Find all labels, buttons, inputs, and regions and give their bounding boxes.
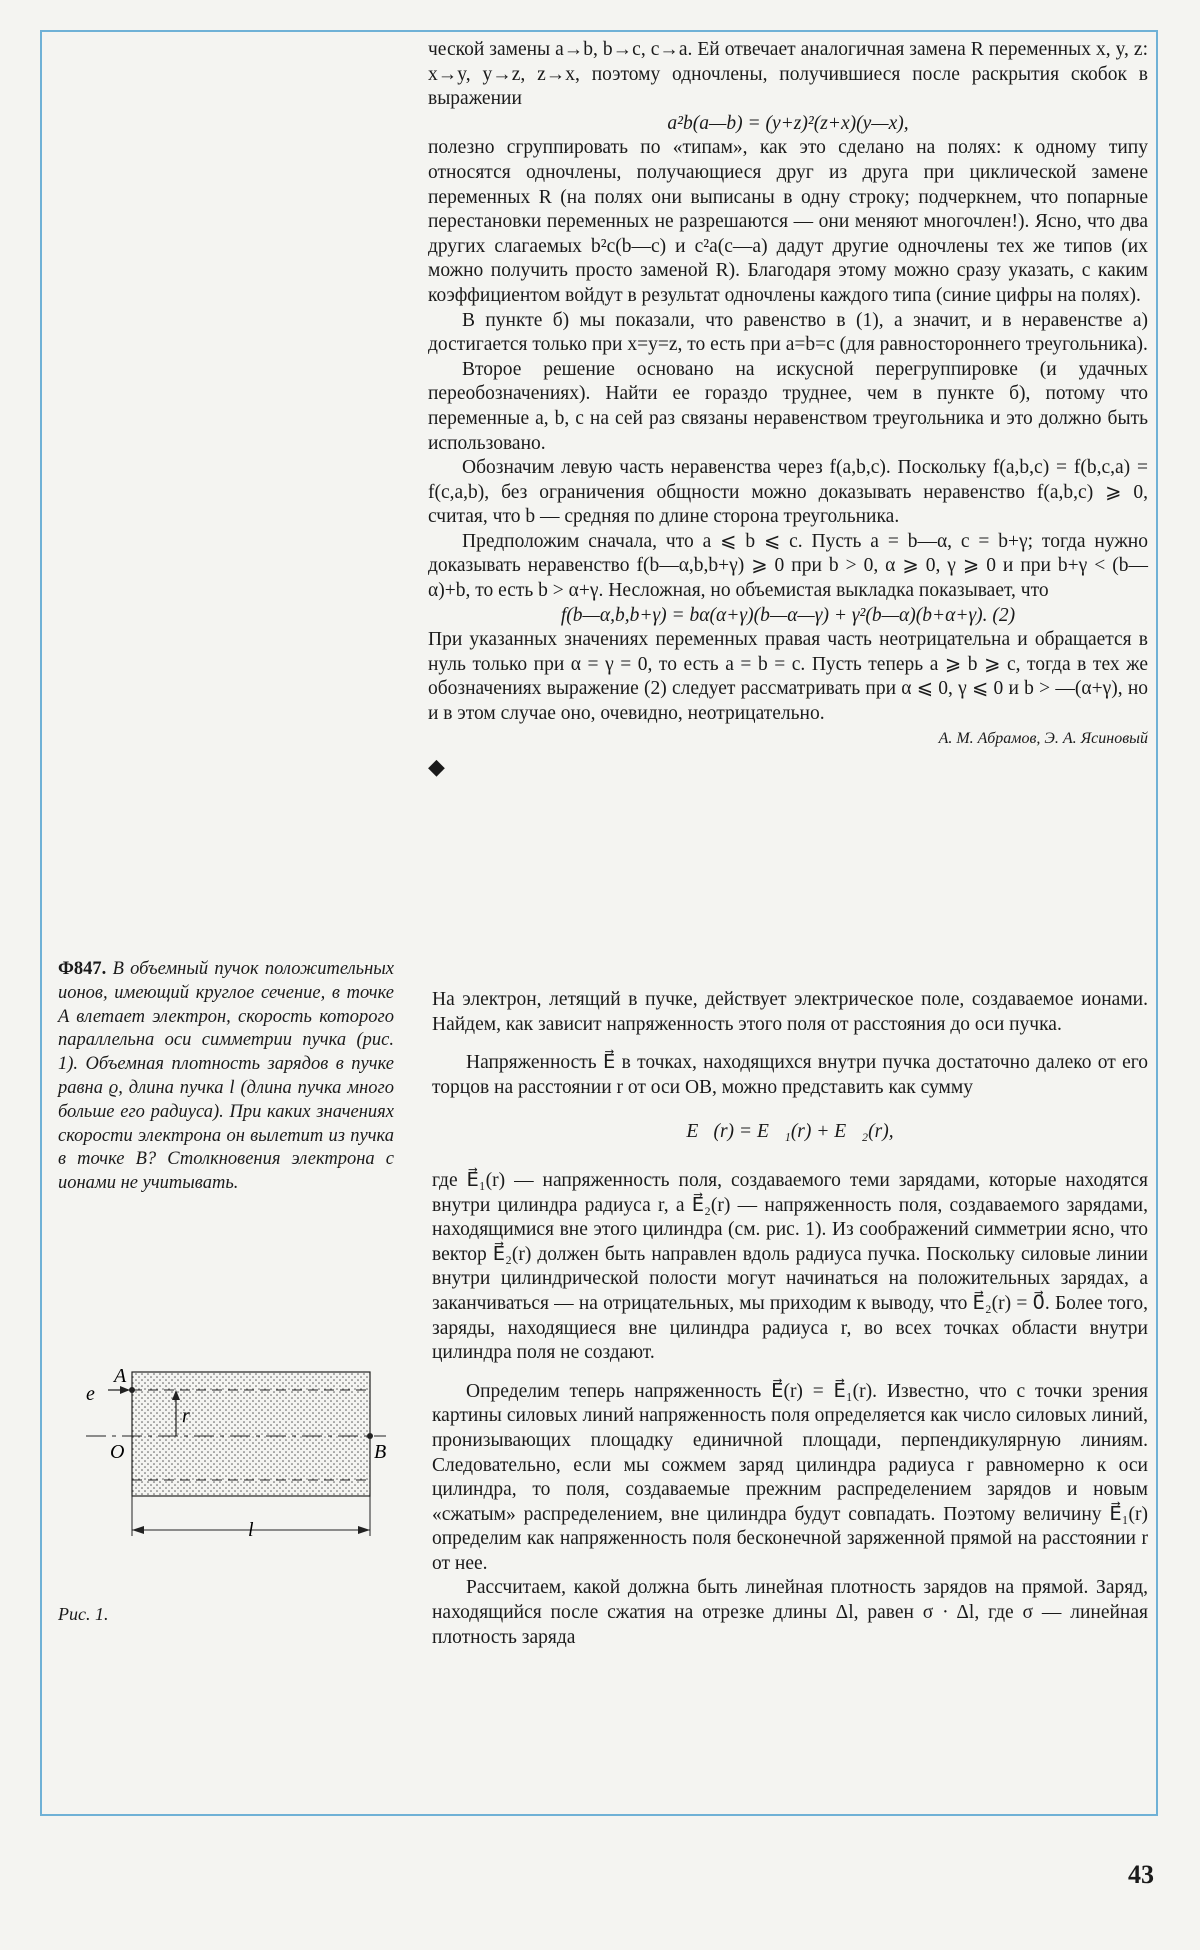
length-arrow-right — [358, 1526, 370, 1534]
label-l: l — [248, 1519, 254, 1541]
length-arrow-left — [132, 1526, 144, 1534]
problem-statement — [58, 958, 394, 1196]
point-B — [367, 1433, 373, 1439]
paragraph: Рассчитаем, какой должна быть линейная плотность зарядов на прямой. Заряд, находящийся после сжатия на отрезке длины Δl, равен σ · Δl, где σ — линейная плотность заряда — [432, 1577, 1148, 1648]
equation: E⃗(r) = E⃗₁(r) + E⃗₂(r), — [686, 1121, 894, 1143]
paragraph: Обозначим левую часть неравенства через f(a,b,c). Поскольку f(a,b,c) = f(b,c,a) = f(c,a,b), без ограничения общности можно доказывать неравенство f(a,b,c) ⩾ 0, считая, что b — средняя по длине сторона треугольника. — [428, 457, 1148, 528]
label-O: O — [110, 1441, 125, 1463]
problem-number: Ф847. — [58, 959, 107, 979]
label-B: B — [374, 1441, 387, 1463]
paragraph: При указанных значениях переменных правая часть неотрицательна и обращается в нуль только при α = γ = 0, то есть a = b = c. Пусть теперь a ⩾ b ⩾ c, тогда в тех же обозначениях выражение (2) следует рассматривать при α ⩽ 0, γ ⩽ 0 и b > —(α+γ), но и в этом случае оно, очевидно, неотрицательно. — [428, 629, 1148, 725]
article-continuation — [428, 38, 1148, 779]
page-number: 43 — [1128, 1860, 1154, 1889]
beam-body — [132, 1372, 370, 1496]
solution — [432, 988, 1148, 1650]
section-end-diamond-icon: ◆ — [428, 754, 445, 780]
electron-arrow-head — [120, 1386, 130, 1394]
paragraph: В пункте б) мы показали, что равенство в (1), а значит, и в неравенстве а) достигается только при x=y=z, то есть при a=b=c (для равностороннего треугольника). — [428, 309, 1148, 356]
paragraph: Напряженность E⃗ в точках, находящихся внутри пучка достаточно далеко от его торцов на расстоянии r от оси OB, можно представить как сумму — [432, 1052, 1148, 1098]
paragraph: где E⃗₁(r) — напряженность поля, создаваемого теми зарядами, которые находятся внутри цилиндра радиуса r, а E⃗₂(r) — напряженность поля, создаваемого зарядами, находящимися вне этого цилиндра (см. рис. 1). Из соображений симметрии ясно, что вектор E⃗₂(r) должен быть направлен вдоль радиуса пучка. Поскольку силовые линии внутри цилиндрической полости могут начинаться на положительных зарядах, а заканчиваться — на отрицательных, мы приходим к выводу, что E⃗₂(r) = 0⃗. Более того, заряды, находящиеся вне цилиндра радиуса r, во всех точках области внутри цилиндра поля не создают. — [432, 1169, 1148, 1364]
label-r: r — [182, 1405, 190, 1427]
paragraph: Предположим сначала, что a ⩽ b ⩽ c. Пусть a = b—α, c = b+γ; тогда нужно доказывать неравенство f(b—α,b,b+γ) ⩾ 0 при b > 0, α ⩾ 0, γ ⩾ 0 и при b+γ < (b—α)+b, то есть b > α+γ. Несложная, но объемистая выкладка показывает, что — [428, 530, 1148, 602]
beam-figure — [56, 1360, 416, 1560]
paragraph: Второе решение основано на искусной перегруппировке (и удачных переобозначениях). Найти ее гораздо труднее, чем в пункте б), потому что переменные a, b, c на сей раз связаны неравенством треугольника и это должно быть использовано. — [428, 358, 1148, 454]
paragraph: Определим теперь напряженность E⃗(r) = E⃗₁(r). Известно, что с точки зрения картины силовых линий напряженность поля определяется как число силовых линий, пронизывающих площадку единичной площади, перпендикулярную линиям. Следовательно, если мы сожмем заряд цилиндра радиуса r равномерно к оси цилиндра, то поля, создаваемые прежним распределением зарядов и новым «сжатым» распределением, вне цилиндра будут совпадать. Поэтому величину E⃗₁(r) определим как напряженность поля бесконечной заряженной прямой на расстоянии r от нее. — [432, 1380, 1148, 1574]
paragraph: ческой замены a→b, b→c, c→a. Ей отвечает аналогичная замена R переменных x, y, z: x→y, y→z, z→x, поэтому одночлены, получившиеся после раскрытия скобок в выражении — [428, 39, 1148, 110]
author-signature: А. М. Абрамов, Э. А. Ясиновый — [938, 729, 1148, 747]
paragraph: На электрон, летящий в пучке, действует электрическое поле, создаваемое ионами. Найдем, как зависит напряженность этого поля от расстояния до оси пучка. — [432, 989, 1148, 1035]
equation: a²b(a—b) = (y+z)²(z+x)(y—x), — [667, 112, 909, 134]
problem-text: В объемный пучок положительных ионов, имеющий круглое сечение, в точке A влетает электрон, скорость которого параллельна оси симметрии пучка (рис. 1). Объемная плотность зарядов в пучке равна ϱ, длина пучка l (длина пучка много больше его радиуса). При каких значениях скорости электрона он вылетит из пучка в точке B? Столкновения электрона с ионами не учитывать. — [58, 959, 394, 1194]
equation: f(b—α,b,b+γ) = bα(α+γ)(b—α—γ) + γ²(b—α)(b+α+γ). (2) — [560, 604, 1016, 626]
label-e: e — [86, 1383, 95, 1405]
figure-caption: Рис. 1. — [58, 1604, 109, 1624]
paragraph: полезно сгруппировать по «типам», как это сделано на полях: к одному типу относятся одночлены, получающиеся друг из друга при циклической замене переменных R (на полях они выписаны в одну строку; подчеркнем, что попарные перестановки переменных не разрешаются — они меняют многочлен!). Ясно, что два других слагаемых b²c(b—c) и c²a(c—a) дадут другие одночлены тех же типов (их можно получить просто заменой R). Благодаря этому можно сразу указать, с каким коэффициентом войдут в результат одночлены каждого типа (синие цифры на полях). — [428, 137, 1148, 306]
label-A: A — [114, 1365, 127, 1387]
